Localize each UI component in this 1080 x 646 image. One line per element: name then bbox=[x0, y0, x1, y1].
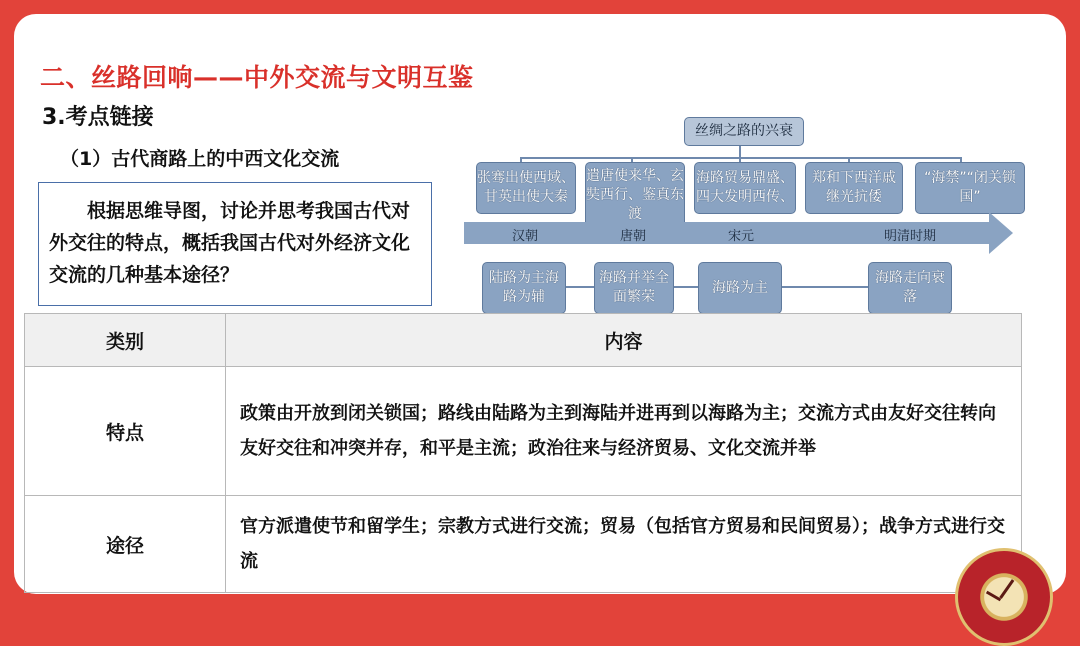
connector-line bbox=[782, 286, 868, 288]
row-content: 官方派遣使节和留学生；宗教方式进行交流；贸易（包括官方贸易和民间贸易）；战争方式进行交流 bbox=[226, 496, 1022, 593]
clock-icon bbox=[955, 548, 1053, 646]
row-content: 政策由开放到闭关锁国；路线由陆路为主到海陆并进再到以海路为主；交流方式由友好交往转向友好交往和冲突并存，和平是主流；政治往来与经济贸易、文化交流并举 bbox=[226, 367, 1022, 496]
mindmap-root: 丝绸之路的兴衰 bbox=[684, 117, 804, 146]
event-node: 郑和下西洋戚继光抗倭 bbox=[805, 162, 903, 214]
route-node: 陆路为主海路为辅 bbox=[482, 262, 566, 314]
subsection-heading: （1）古代商路上的中西文化交流 bbox=[60, 148, 340, 170]
row-category: 特点 bbox=[25, 367, 226, 496]
event-node: 张骞出使西域、甘英出使大秦 bbox=[476, 162, 576, 214]
route-node: 海路并举全面繁荣 bbox=[594, 262, 674, 314]
timeline-arrow-head bbox=[989, 212, 1013, 254]
connector-line bbox=[566, 286, 594, 288]
era-label: 明清时期 bbox=[884, 229, 937, 244]
era-label: 唐朝 bbox=[620, 229, 647, 244]
event-node: 海路贸易鼎盛、四大发明西传、 bbox=[694, 162, 796, 214]
table-header-row bbox=[25, 314, 1022, 367]
header-category: 类别 bbox=[25, 314, 226, 367]
question-box bbox=[38, 182, 432, 306]
route-node: 海路为主 bbox=[698, 262, 782, 314]
era-label: 宋元 bbox=[728, 229, 755, 244]
summary-table bbox=[24, 313, 1022, 593]
header-content: 内容 bbox=[226, 314, 1022, 367]
question-text: 根据思维导图，讨论并思考我国古代对外交往的特点，概括我国古代对外经济文化交流的几种基本途径？ bbox=[49, 200, 411, 286]
era-label: 汉朝 bbox=[512, 229, 539, 244]
event-node: 遣唐使来华、玄奘西行、鉴真东渡 bbox=[585, 162, 685, 228]
row-category: 途径 bbox=[25, 496, 226, 593]
table-row bbox=[25, 496, 1022, 593]
page-title: 二、丝路回响——中外交流与文明互鉴 bbox=[40, 63, 474, 92]
event-node: “海禁”“闭关锁国” bbox=[915, 162, 1025, 214]
connector-line bbox=[674, 286, 698, 288]
section-heading: 3.考点链接 bbox=[42, 105, 154, 130]
table-row bbox=[25, 367, 1022, 496]
route-node: 海路走向衰落 bbox=[868, 262, 952, 314]
